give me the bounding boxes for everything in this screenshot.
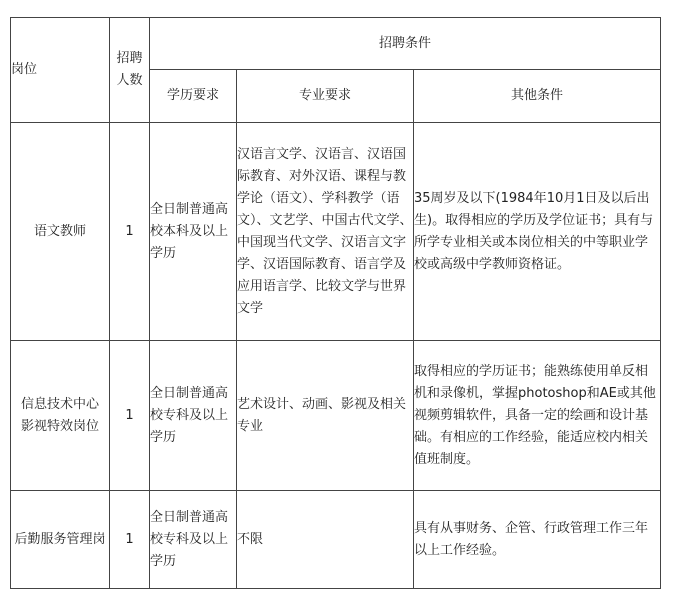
cell-education: 全日制普通高校专科及以上学历 — [150, 491, 237, 589]
cell-education: 全日制普通高校专科及以上学历 — [150, 341, 237, 491]
cell-count: 1 — [110, 341, 150, 491]
cell-position: 信息技术中心影视特效岗位 — [11, 341, 110, 491]
table-row — [11, 491, 661, 589]
cell-position: 后勤服务管理岗 — [11, 491, 110, 589]
header-other: 其他条件 — [414, 70, 661, 123]
cell-position: 语文教师 — [11, 123, 110, 341]
header-major: 专业要求 — [237, 70, 414, 123]
cell-major: 不限 — [237, 491, 414, 589]
table-row — [11, 341, 661, 491]
cell-count: 1 — [110, 491, 150, 589]
header-education: 学历要求 — [150, 70, 237, 123]
cell-other: 取得相应的学历证书；能熟练使用单反相机和录像机，掌握photoshop和AE或其他视频剪辑软件，具备一定的绘画和设计基础。有相应的工作经验，能适应校内相关值班制度。 — [414, 341, 661, 491]
header-conditions: 招聘条件 — [150, 18, 661, 70]
cell-education: 全日制普通高校本科及以上学历 — [150, 123, 237, 341]
header-count: 招聘人数 — [110, 18, 150, 123]
recruitment-table — [10, 17, 661, 589]
header-position: 岗位 — [11, 18, 110, 123]
cell-other: 35周岁及以下(1984年10月1日及以后出生)。取得相应的学历及学位证书；具有与所学专业相关或本岗位相关的中等职业学校或高级中学教师资格证。 — [414, 123, 661, 341]
cell-count: 1 — [110, 123, 150, 341]
cell-other: 具有从事财务、企管、行政管理工作三年以上工作经验。 — [414, 491, 661, 589]
table-row — [11, 123, 661, 341]
cell-major: 艺术设计、动画、影视及相关专业 — [237, 341, 414, 491]
cell-major: 汉语言文学、汉语言、汉语国际教育、对外汉语、课程与教学论（语文）、学科教学（语文）、文艺学、中国古代文学、中国现当代文学、汉语言文字学、汉语国际教育、语言学及应用语言学、比较文学与世界文学 — [237, 123, 414, 341]
